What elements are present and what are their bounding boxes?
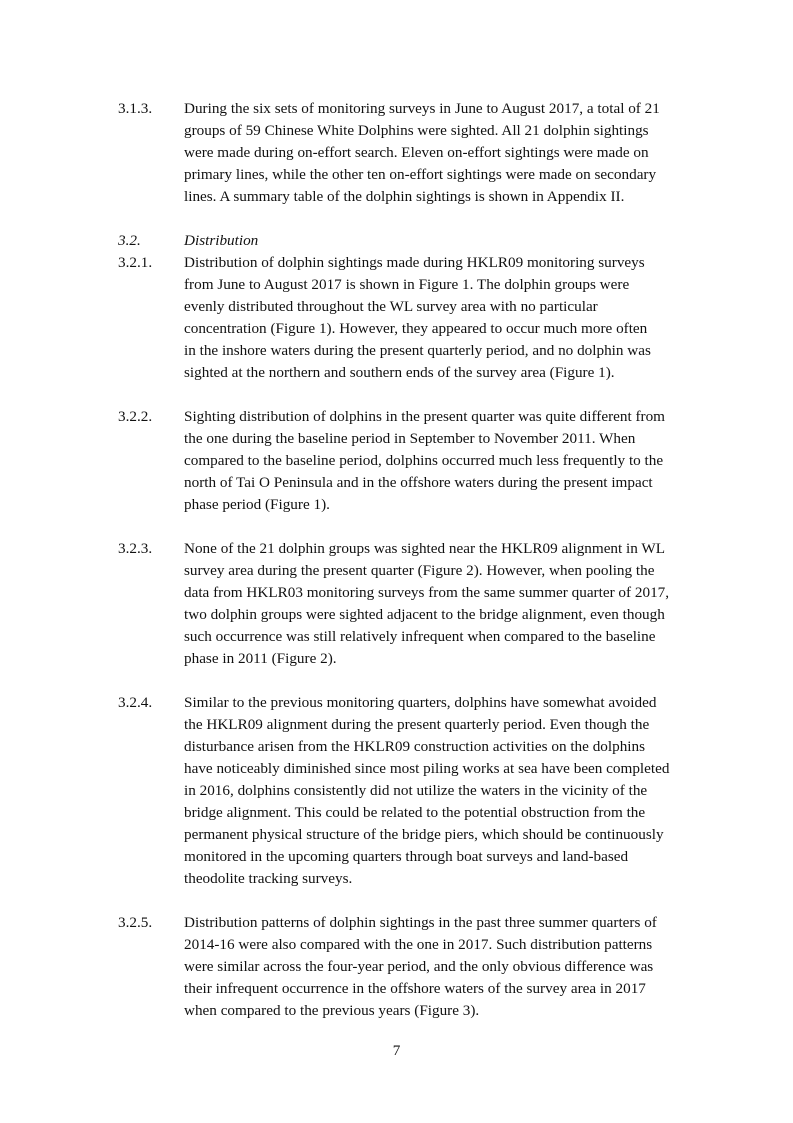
paragraph-number: 3.1.3. xyxy=(118,100,153,117)
page-number: 7 xyxy=(392,1042,401,1059)
paragraph-3-2-4 xyxy=(118,692,703,890)
section-number: 3.2. xyxy=(118,232,141,249)
paragraph-3-2-3 xyxy=(118,538,703,670)
paragraph-text: Distribution patterns of dolphin sightings in the past three summer quarters of 2014-16 were also compared with the one in 2017. Such distribution patterns were similar across the four-year period, and the only obvious difference was their infrequent occurrence in the offshore waters of the survey area in 2017 when compared to the previous years (Figure 3). xyxy=(184,914,657,1019)
paragraph-number: 3.2.4. xyxy=(118,694,153,711)
paragraph-text: None of the 21 dolphin groups was sighted near the HKLR09 alignment in WL survey area during the present quarter (Figure 2). However, when pooling the data from HKLR03 monitoring surveys from the same summer quarter of 2017, two dolphin groups were sighted adjacent to the bridge alignment, even though such occurrence was still relatively infrequent when compared to the baseline phase in 2011 (Figure 2). xyxy=(184,540,670,667)
paragraph-3-2-2 xyxy=(118,406,703,516)
paragraph-number: 3.2.3. xyxy=(118,540,153,557)
paragraph-3-2-1 xyxy=(118,252,703,384)
paragraph-text: Sighting distribution of dolphins in the present quarter was quite different from the one during the baseline period in September to November 2011. When compared to the baseline period, dolphins occurred much less frequently to the north of Tai O Peninsula and in the offshore waters during the present impact phase period (Figure 1). xyxy=(184,408,665,513)
paragraph-3-1-3 xyxy=(118,98,703,208)
paragraph-text: Similar to the previous monitoring quarters, dolphins have somewhat avoided the HKLR09 alignment during the present quarterly period. Even though the disturbance arisen from the HKLR09 construction activities on the dolphins have noticeably diminished since most piling works at sea have been completed in 2016, dolphins consistently did not utilize the waters in the vicinity of the bridge alignment. This could be related to the potential obstruction from the permanent physical structure of the bridge piers, which should be continuously monitored in the upcoming quarters through boat surveys and land-based theodolite tracking surveys. xyxy=(184,694,670,887)
paragraph-number: 3.2.5. xyxy=(118,914,153,931)
section-title: Distribution xyxy=(184,232,259,249)
section-heading-distribution xyxy=(118,230,703,252)
paragraph-3-2-5 xyxy=(118,912,703,1022)
paragraph-text: Distribution of dolphin sightings made during HKLR09 monitoring surveys from June to August 2017 is shown in Figure 1. The dolphin groups were evenly distributed throughout the WL survey area with no particular concentration (Figure 1). However, they appeared to occur much more often in the inshore waters during the present quarterly period, and no dolphin was sighted at the northern and southern ends of the survey area (Figure 1). xyxy=(184,254,651,381)
paragraph-number: 3.2.1. xyxy=(118,254,153,271)
paragraph-text: During the six sets of monitoring surveys in June to August 2017, a total of 21 groups of 59 Chinese White Dolphins were sighted. All 21 dolphin sightings were made during on-effort search. Eleven on-effort sightings were made on primary lines, while the other ten on-effort sightings were made on secondary lines. A summary table of the dolphin sightings is shown in Appendix II. xyxy=(184,100,660,205)
paragraph-number: 3.2.2. xyxy=(118,408,153,425)
